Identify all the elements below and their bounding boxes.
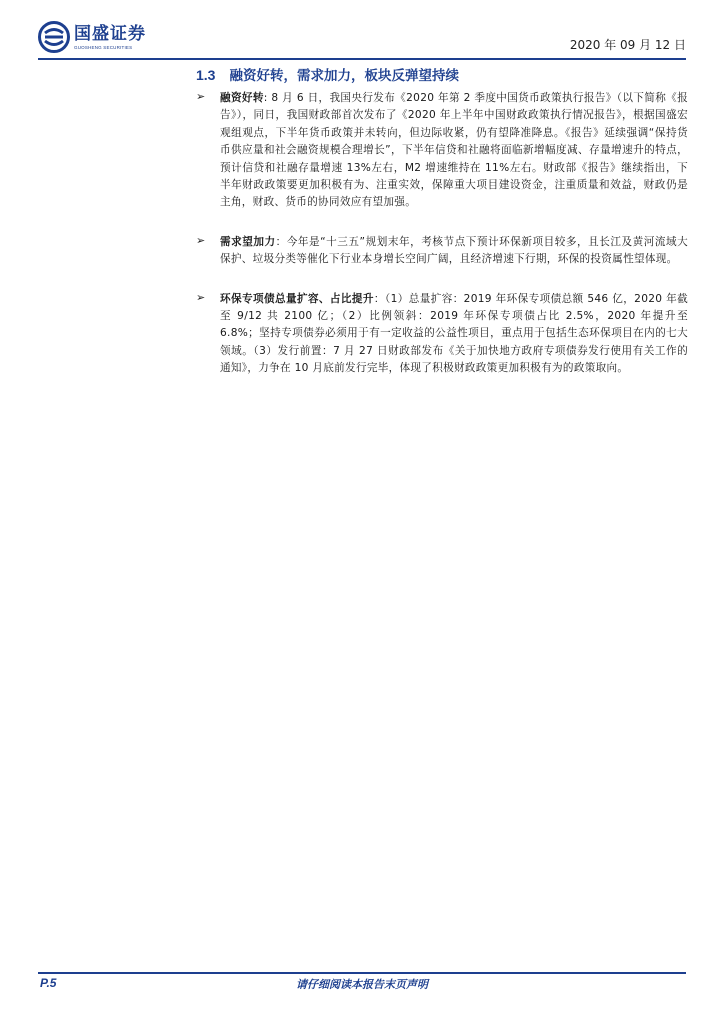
bullet-body: : 8 月 6 日，我国央行发布《2020 年第 2 季度中国货币政策执行报告》（以下简称《报告》），同日，我国财政部首次发布了《2020 年上半年中国财政政策执行情况报告》，根据国盛宏观组观点，下半年货币政策并未转向，但边际收紧，仍有望降准降息。《报告》延续强调“保持货币供应量和社会融资规模合理增长”，下半年信贷和社融将面临新增幅度减、存量增速升的特点，预计信贷和社融存量增速 13%左右，M2 增速维持在 11%左右。财政部《报告》继续指出，下半年财政政策要更加积极有为、注重实效，保障重大项目建设资金，注重质量和效益，财政仍是主角，财政、货币的协同效应有望加强。 bbox=[220, 92, 688, 209]
section-title: 融资好转，需求加力，板块反弹望持续 bbox=[229, 68, 459, 84]
logo-name: 国盛证券 bbox=[74, 23, 146, 44]
page-number: P.5 bbox=[40, 976, 57, 990]
logo-emblem-icon bbox=[38, 21, 70, 53]
bullet-body: ：（1）总量扩容：2019 年环保专项债总额 546 亿，2020 年截至 9/12 共 2100 亿；（2）比例领斜：2019 年环保专项债占比 2.5%，2020 年提升至 6.8%；坚持专项债券必须用于有一定收益的公益性项目，重点用于包括生态环保项目在内的七大领域。（3）发行前置：7 月 27 日财政部发布《关于加快地方政府专项债券发行使用有关工作的通知》，力争在 10 月底前发行完毕，体现了积极财政政策更加积极有为的政策取向。 bbox=[220, 292, 688, 375]
page-header bbox=[38, 18, 686, 58]
bullet-body: ：今年是“十三五”规划末年，考核节点下预计环保新项目较多，且长江及黄河流域大保护、垃圾分类等催化下行业本身增长空间广阔，且经济增速下行期，环保的投资属性望体现。 bbox=[220, 235, 689, 266]
company-logo bbox=[38, 20, 146, 54]
section-heading bbox=[196, 64, 459, 84]
logo-subtitle: GUOSHENG SECURITIES bbox=[74, 44, 133, 50]
footer-divider bbox=[38, 972, 686, 974]
section-number: 1.3 bbox=[196, 67, 216, 83]
bullet-financing bbox=[196, 90, 688, 212]
report-body bbox=[196, 90, 688, 378]
bullet-arrow-icon: ➢ bbox=[196, 290, 206, 304]
bullet-arrow-icon: ➢ bbox=[196, 90, 206, 103]
bullet-lead: 融资好转 bbox=[220, 92, 264, 104]
bullet-lead: 环保专项债总量扩容、占比提升 bbox=[220, 292, 374, 305]
bullet-arrow-icon: ➢ bbox=[196, 233, 206, 247]
header-divider bbox=[38, 58, 686, 60]
bullet-special-bonds bbox=[196, 291, 688, 378]
disclaimer-note: 请仔细阅读本报告末页声明 bbox=[296, 978, 428, 991]
bullet-demand bbox=[196, 234, 688, 269]
report-date: 2020 年 09 月 12 日 bbox=[569, 38, 686, 52]
bullet-lead: 需求望加力 bbox=[220, 235, 276, 248]
